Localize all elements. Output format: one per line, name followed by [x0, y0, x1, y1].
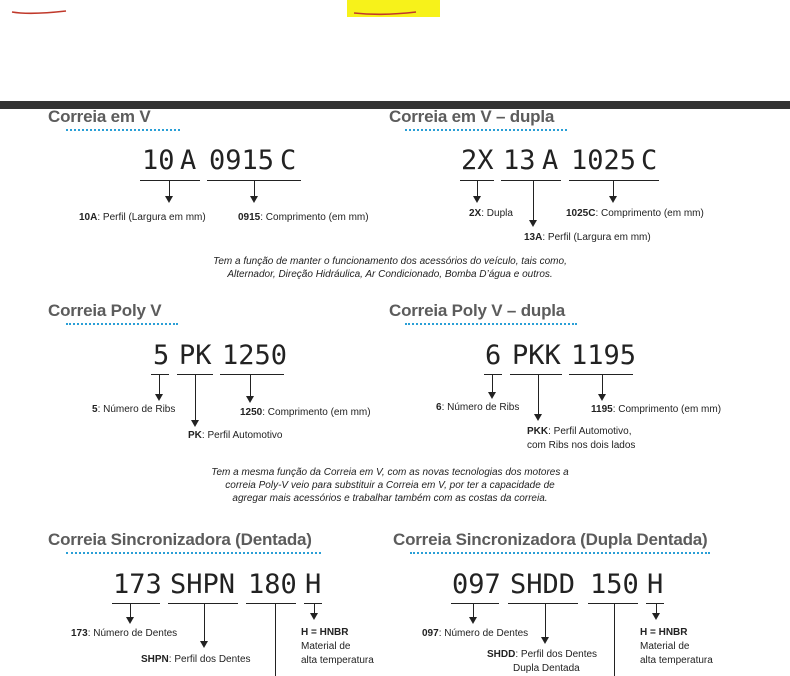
label-length: 0915: Comprimento (em mm): [238, 212, 369, 223]
code-underline: [246, 603, 296, 604]
code-underline: [451, 603, 499, 604]
code-underline: [501, 180, 561, 181]
code-part: 1195: [571, 340, 637, 371]
code-part: SHPN: [170, 569, 236, 600]
pointer-arrow: [652, 613, 660, 620]
code-part: A: [542, 145, 559, 176]
code-part: 13: [503, 145, 536, 176]
title-underline: [66, 129, 180, 131]
pointer-arrow: [598, 394, 606, 401]
label-length: 1195: Comprimento (em mm): [591, 404, 722, 415]
code-underline: [112, 603, 160, 604]
code-part: C: [641, 145, 658, 176]
code-underline: [508, 603, 578, 604]
code-part: A: [180, 145, 197, 176]
pointer-line: [159, 374, 160, 394]
pointer-arrow: [609, 196, 617, 203]
pointer-arrow: [488, 392, 496, 399]
title-underline: [66, 323, 178, 325]
pointer-arrow: [200, 641, 208, 648]
code-underline: [304, 603, 322, 604]
description-v: Tem a função de manter o funcionamento dos acessórios do veículo, tais como, Alternador, Direção Hidráulica, Ar Condicionado, Bomba D’água e outros.: [213, 256, 567, 280]
pointer-line: [314, 603, 315, 613]
code-part: 180: [248, 569, 297, 600]
pointer-line: [473, 603, 474, 617]
pointer-arrow: [310, 613, 318, 620]
code-part: 5: [153, 340, 170, 371]
label-profile: SHDD: Perfil dos Dentes Dupla Dentada: [487, 649, 598, 674]
code-part: 0915: [209, 145, 275, 176]
section-title-polyv: Correia Poly V: [48, 301, 162, 320]
label-profile: 10A: Perfil (Largura em mm): [79, 212, 206, 223]
section-title-polyv-double: Correia Poly V – dupla: [389, 301, 566, 320]
label-double: 2X: Dupla: [469, 208, 513, 219]
pointer-line: [533, 180, 534, 220]
code-part: 1025: [571, 145, 637, 176]
pointer-line: [492, 374, 493, 392]
pointer-line: [275, 603, 276, 676]
pointer-line: [656, 603, 657, 613]
pointer-line: [613, 180, 614, 196]
red-underline-mark-2: [352, 8, 422, 18]
label-teeth: 097: Número de Dentes: [422, 628, 529, 639]
code-part: 2X: [461, 145, 494, 176]
pointer-arrow: [246, 396, 254, 403]
code-underline: [220, 374, 284, 375]
pointer-arrow: [165, 196, 173, 203]
pointer-arrow: [529, 220, 537, 227]
title-underline: [66, 552, 321, 554]
pointer-arrow: [473, 196, 481, 203]
section-title-sync-double: Correia Sincronizadora (Dupla Dentada): [393, 530, 708, 549]
code-part: PK: [179, 340, 212, 371]
pointer-line: [477, 180, 478, 196]
pointer-line: [614, 603, 615, 676]
code-underline: [569, 374, 633, 375]
pointer-arrow: [126, 617, 134, 624]
code-part: PKK: [512, 340, 561, 371]
code-part: 10: [142, 145, 175, 176]
code-part: H: [647, 569, 664, 600]
pointer-line: [602, 374, 603, 394]
code-underline: [646, 603, 664, 604]
pointer-line: [545, 603, 546, 637]
label-pkk: PKK: Perfil Automotivo, com Ribs nos dois lados: [527, 426, 636, 451]
code-underline: [168, 603, 238, 604]
title-underline: [405, 323, 577, 325]
pointer-arrow: [250, 196, 258, 203]
pointer-line: [169, 180, 170, 196]
pointer-arrow: [541, 637, 549, 644]
label-profile: SHPN: Perfil dos Dentes: [141, 654, 251, 665]
code-part: 097: [452, 569, 501, 600]
code-underline: [510, 374, 562, 375]
label-length: 1250: Comprimento (em mm): [240, 407, 371, 418]
title-underline: [405, 129, 567, 131]
code-underline: [588, 603, 638, 604]
pointer-line: [250, 374, 251, 396]
code-underline: [569, 180, 659, 181]
pointer-arrow: [191, 420, 199, 427]
section-title-v-double: Correia em V – dupla: [389, 107, 555, 126]
label-teeth: 173: Número de Dentes: [71, 628, 178, 639]
pointer-line: [204, 603, 205, 641]
label-profile: 13A: Perfil (Largura em mm): [524, 232, 651, 243]
section-title-v: Correia em V: [48, 107, 151, 126]
code-part: SHDD: [510, 569, 576, 600]
pointer-arrow: [155, 394, 163, 401]
red-underline-mark-1: [10, 6, 70, 16]
code-part: 173: [113, 569, 162, 600]
pointer-arrow: [469, 617, 477, 624]
pointer-line: [195, 374, 196, 420]
label-material: H = HNBR Material de alta temperatura: [640, 627, 713, 666]
title-underline: [410, 552, 710, 554]
code-part: 6: [485, 340, 502, 371]
code-part: 1250: [222, 340, 288, 371]
label-material: H = HNBR Material de alta temperatura: [301, 627, 374, 666]
code-part: 150: [590, 569, 639, 600]
code-underline: [151, 374, 169, 375]
pointer-line: [254, 180, 255, 196]
label-pk: PK: Perfil Automotivo: [188, 430, 283, 441]
label-ribs: 6: Número de Ribs: [436, 402, 520, 413]
pointer-line: [130, 603, 131, 617]
section-title-sync: Correia Sincronizadora (Dentada): [48, 530, 312, 549]
code-underline: [484, 374, 502, 375]
code-underline: [140, 180, 200, 181]
label-length: 1025C: Comprimento (em mm): [566, 208, 704, 219]
code-part: H: [305, 569, 322, 600]
pointer-arrow: [534, 414, 542, 421]
pointer-line: [538, 374, 539, 414]
description-polyv: Tem a mesma função da Correia em V, com as novas tecnologias dos motores a correia Poly-V veio para substituir a Correia em V, por ter a capacidade de agregar mais acessórios e trabalhar também com as costas da correia.: [211, 467, 569, 504]
code-part: C: [280, 145, 297, 176]
label-ribs: 5: Número de Ribs: [92, 404, 176, 415]
